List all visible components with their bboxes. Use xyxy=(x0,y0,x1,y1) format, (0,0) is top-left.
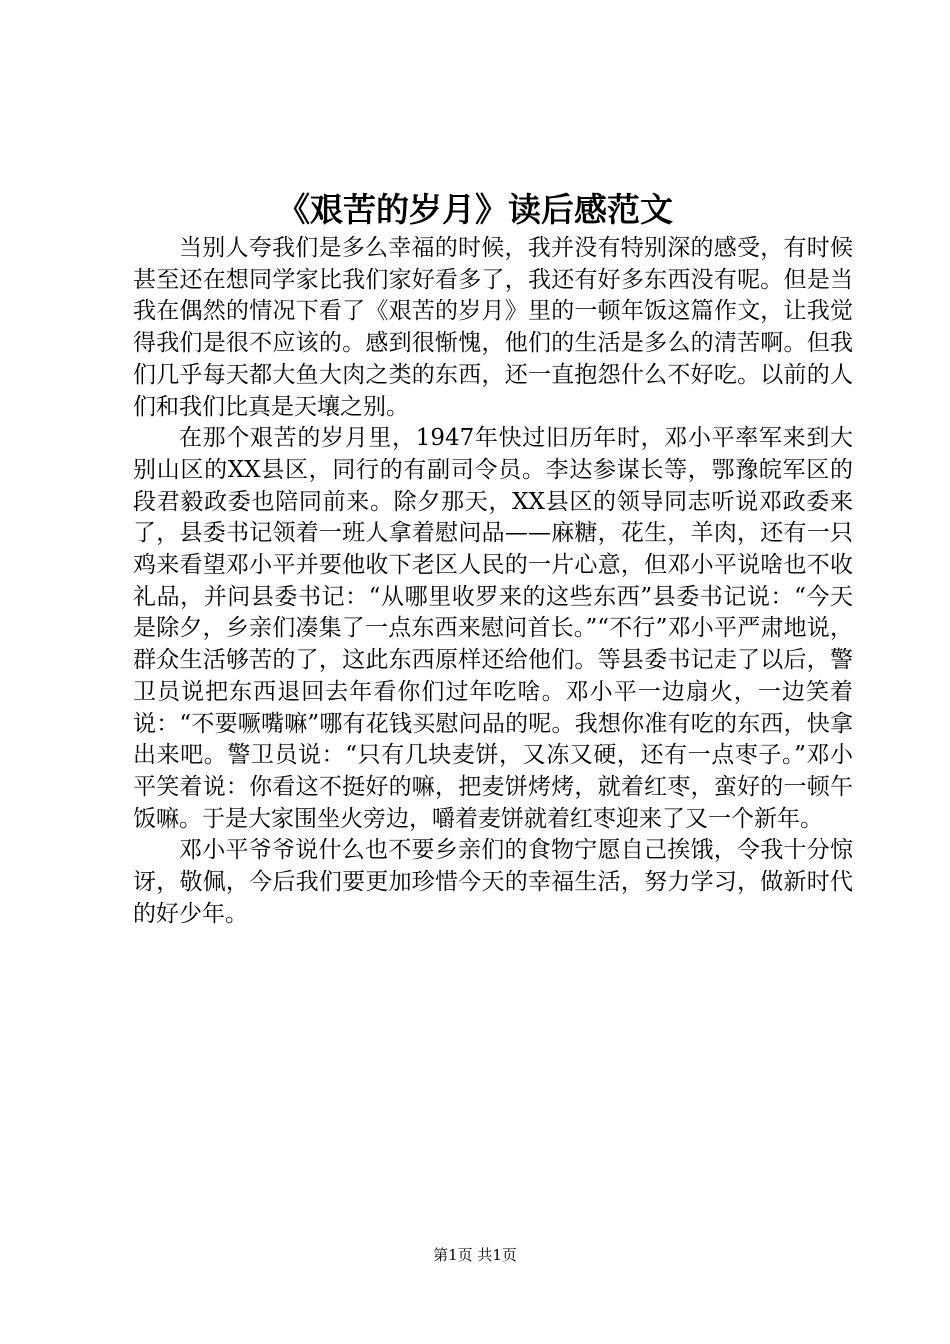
page-footer: 第1页 共1页 xyxy=(433,1246,517,1264)
document-body xyxy=(133,233,853,930)
paragraph-3: 邓小平爷爷说什么也不要乡亲们的食物宁愿自己挨饿，令我十分惊讶，敬佩，今后我们要更加珍惜今天的幸福生活，努力学习，做新时代的好少年。 xyxy=(133,837,853,927)
paragraph-1: 当别人夸我们是多么幸福的时候，我并没有特别深的感受，有时候甚至还在想同学家比我们家好看多了，我还有好多东西没有呢。但是当我在偶然的情况下看了《艰苦的岁月》里的一顿年饭这篇作文，让我觉得我们是很不应该的。感到很惭愧，他们的生活是多么的清苦啊。但我们几乎每天都大鱼大肉之类的东西，还一直抱怨什么不好吃。以前的人们和我们比真是天壤之别。 xyxy=(133,235,853,420)
paragraph-2: 在那个艰苦的岁月里，1947年快过旧历年时，邓小平率军来到大别山区的XX县区，同行的有副司令员。李达参谋长等，鄂豫皖军区的段君毅政委也陪同前来。除夕那天，XX县区的领导同志听说邓政委来了，县委书记领着一班人拿着慰问品——麻糖，花生，羊肉，还有一只鸡来看望邓小平并要他收下老区人民的一片心意，但邓小平说啥也不收礼品，并问县委书记：“从哪里收罗来的这些东西”县委书记说：“今天是除夕，乡亲们凑集了一点东西来慰问首长。”“不行”邓小平严肃地说，群众生活够苦的了，这此东西原样还给他们。等县委书记走了以后，警卫员说把东西退回去年看你们过年吃啥。邓小平一边扇火，一边笑着说：“不要噘嘴嘛”哪有花钱买慰问品的呢。我想你准有吃的东西，快拿出来吧。警卫员说：“只有几块麦饼，又冻又硬，还有一点枣子。”邓小平笑着说：你看这不挺好的嘛，把麦饼烤烤，就着红枣，蛮好的一顿午饭嘛。于是大家围坐火旁边，嚼着麦饼就着红枣迎来了又一个新年。 xyxy=(133,425,853,832)
document-title: 《艰苦的岁月》读后感范文 xyxy=(277,190,673,229)
